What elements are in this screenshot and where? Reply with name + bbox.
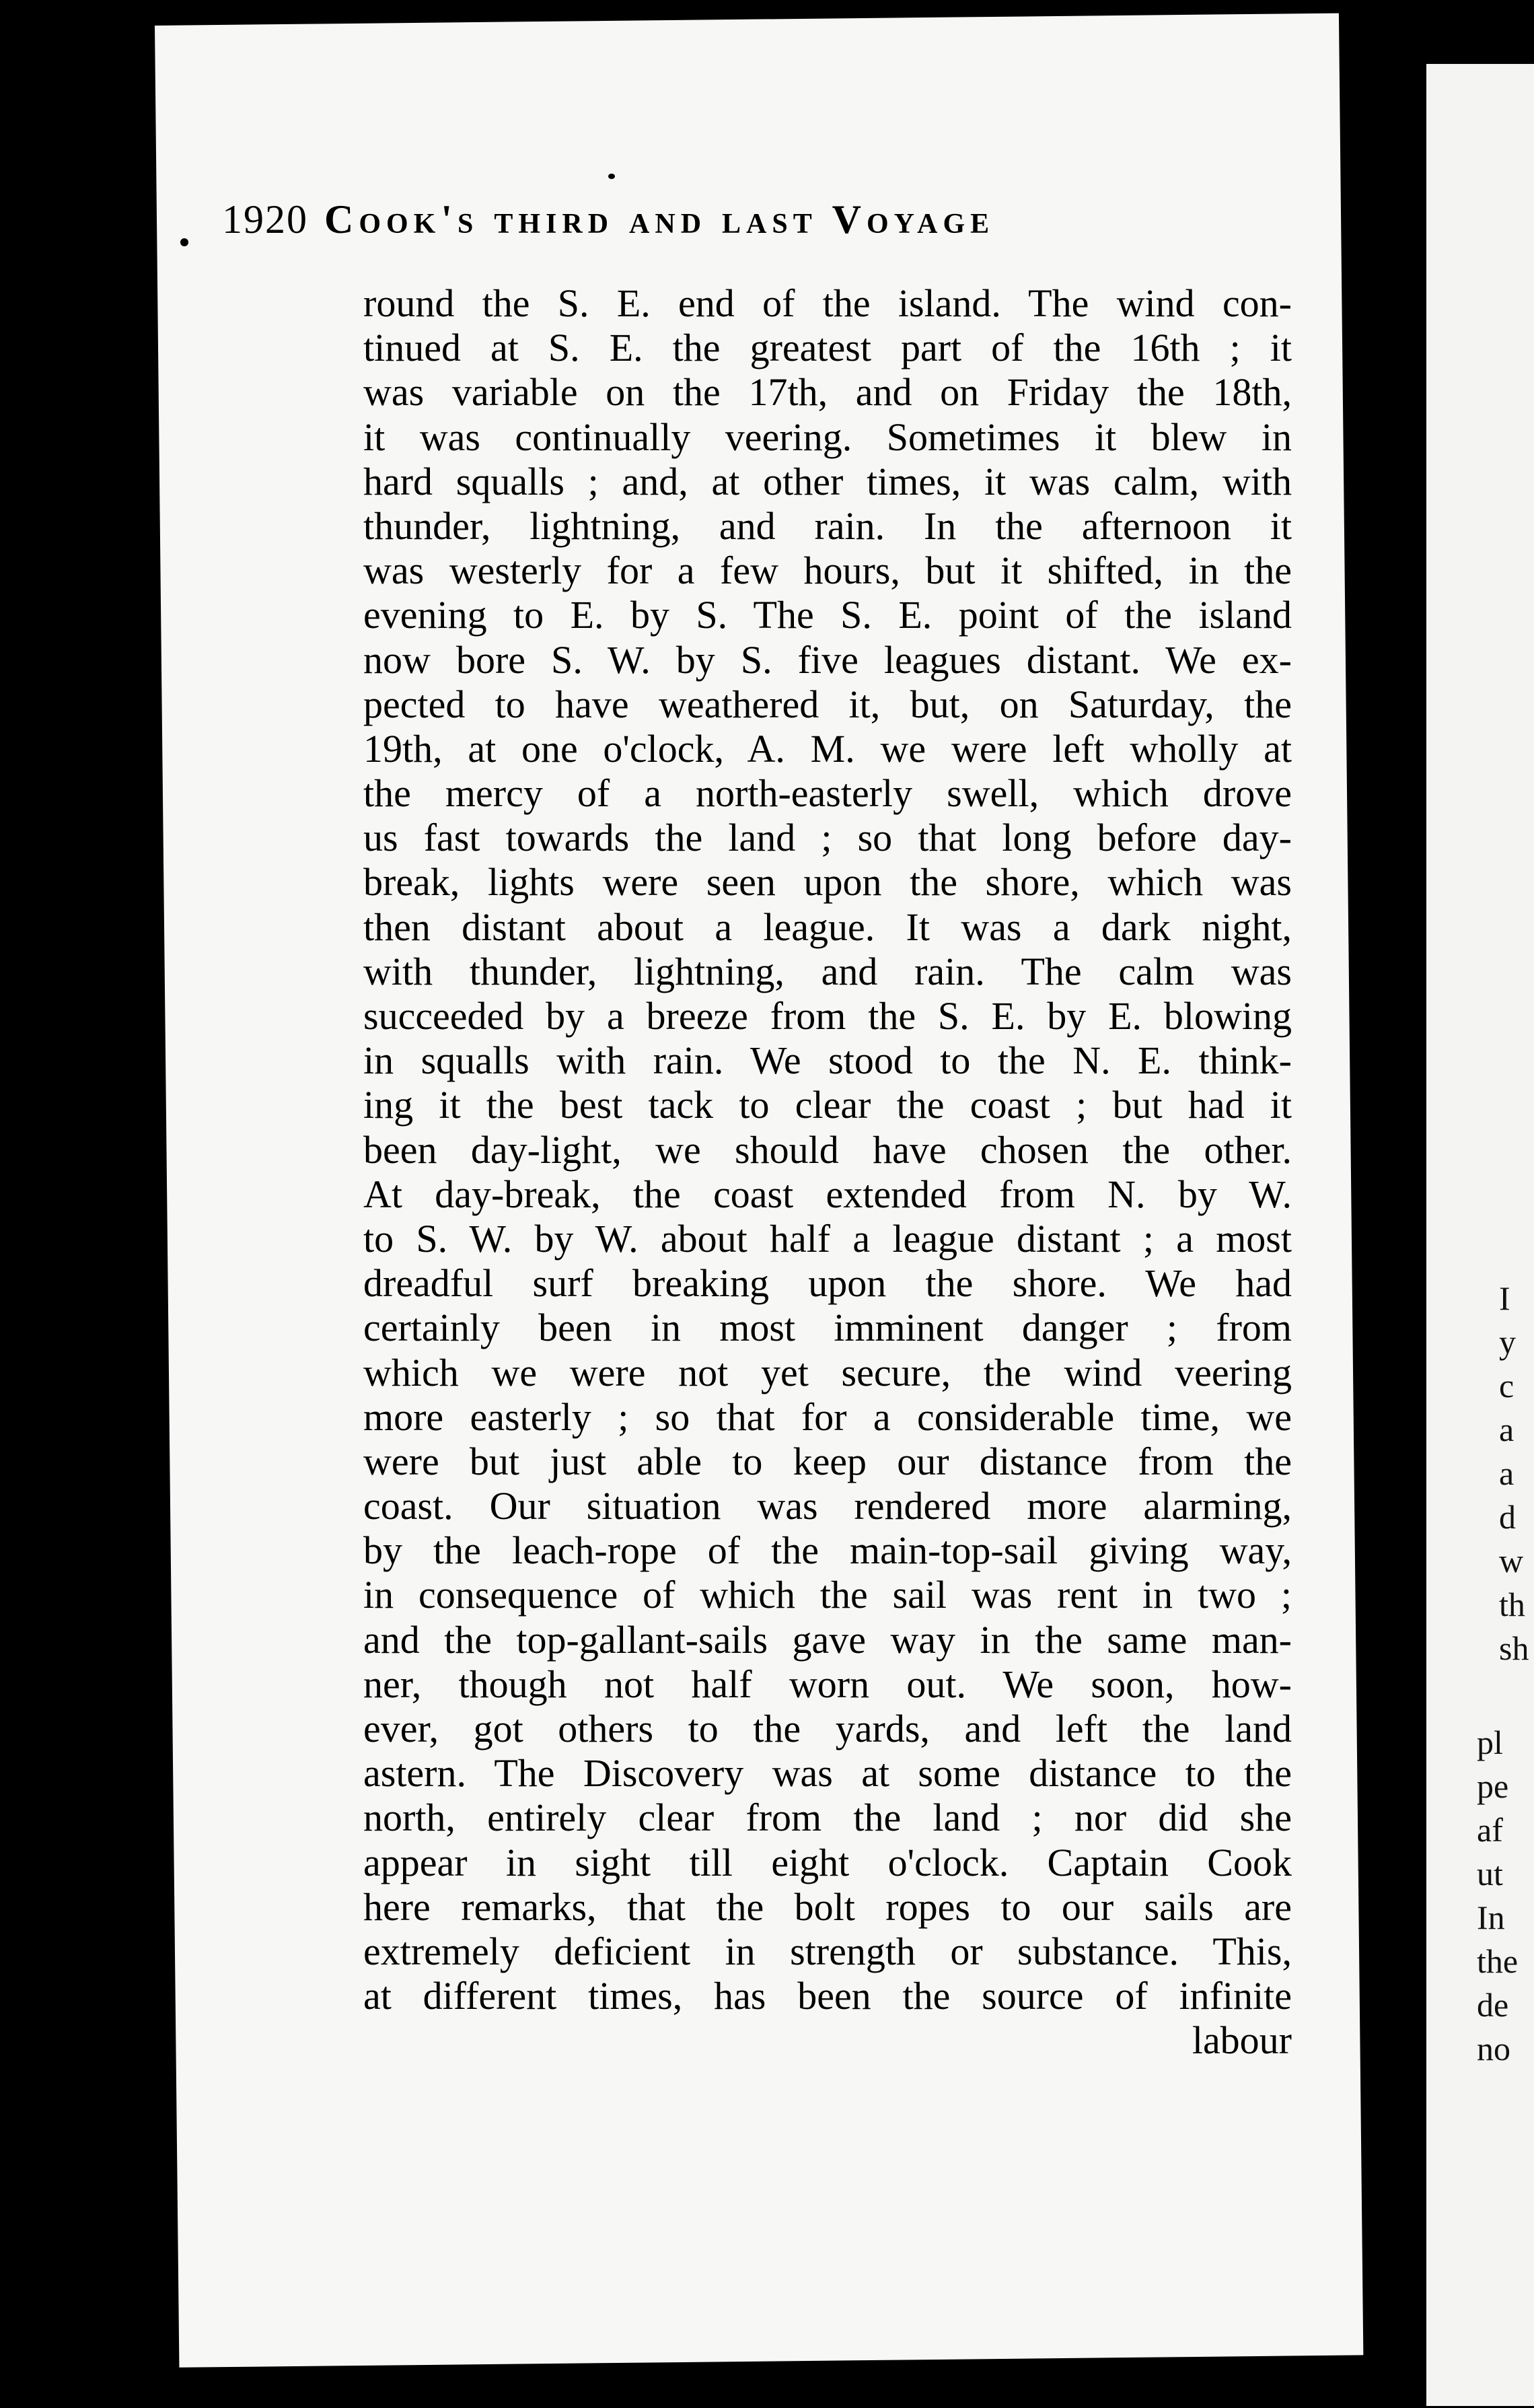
body-text	[363, 281, 1292, 2063]
text-line: by the leach-rope of the main-top-sail giving way,	[363, 1528, 1292, 1573]
adjacent-page-fragment: de	[1477, 1986, 1509, 2024]
adjacent-page-fragment: no	[1477, 2030, 1510, 2067]
text-line: were but just able to keep our distance from the	[363, 1439, 1292, 1483]
text-line: with thunder, lightning, and rain. The calm was	[363, 949, 1292, 993]
text-line: astern. The Discovery was at some distance to the	[363, 1751, 1292, 1796]
text-line: ever, got others to the yards, and left the land	[363, 1707, 1292, 1750]
text-line: then distant about a league. It was a dark night,	[363, 905, 1292, 949]
adjacent-page-fragment: ut	[1477, 1855, 1503, 1892]
text-line: ner, though not half worn out. We soon, how-	[363, 1662, 1292, 1706]
adjacent-page-fragment: In	[1477, 1899, 1505, 1936]
text-line: tinued at S. E. the greatest part of the 16th ; it	[363, 326, 1292, 370]
text-line: pected to have weathered it, but, on Saturday, the	[363, 682, 1292, 726]
text-line: was variable on the 17th, and on Friday the 18th,	[363, 370, 1292, 415]
adjacent-page-fragment: th	[1499, 1586, 1525, 1623]
text-line: here remarks, that the bolt ropes to our sails are	[363, 1884, 1292, 1929]
text-line: north, entirely clear from the land ; nor did she	[363, 1796, 1292, 1840]
adjacent-page-fragment: pl	[1477, 1724, 1503, 1761]
text-line: round the S. E. end of the island. The wind con-	[363, 281, 1292, 325]
text-line: evening to E. by S. The S. E. point of the island	[363, 593, 1292, 637]
text-line: coast. Our situation was rendered more alarming,	[363, 1484, 1292, 1528]
running-title: Cook's third and last Voyage	[324, 197, 995, 242]
adjacent-page-fragment: af	[1477, 1811, 1503, 1849]
text-line: now bore S. W. by S. five leagues distant. We ex-	[363, 637, 1292, 682]
text-line: it was continually veering. Sometimes it blew in	[363, 415, 1292, 459]
text-line: 19th, at one o'clock, A. M. we were left wholly at	[363, 726, 1292, 771]
text-line: appear in sight till eight o'clock. Captain Cook	[363, 1840, 1292, 1884]
text-line: at different times, has been the source of infinite	[363, 1974, 1292, 2018]
page-number: 1920	[222, 197, 308, 242]
text-line: us fast towards the land ; so that long before day-	[363, 816, 1292, 860]
adjacent-page-fragment: c	[1499, 1367, 1514, 1405]
text-line: in squalls with rain. We stood to the N. E. think-	[363, 1038, 1292, 1083]
running-header	[222, 197, 994, 243]
text-line: more easterly ; so that for a considerable time, we	[363, 1394, 1292, 1439]
adjacent-page-fragment: pe	[1477, 1767, 1509, 1805]
adjacent-page-fragment: sh	[1499, 1629, 1529, 1667]
text-line: ing it the best tack to clear the coast ; but had it	[363, 1083, 1292, 1127]
text-line: thunder, lightning, and rain. In the afternoon it	[363, 503, 1292, 548]
text-line: succeeded by a breeze from the S. E. by E. blowing	[363, 994, 1292, 1038]
ink-speck	[608, 174, 615, 179]
text-line: hard squalls ; and, at other times, it was calm, with	[363, 459, 1292, 503]
text-line: At day-break, the coast extended from N. by W.	[363, 1172, 1292, 1216]
text-line: dreadful surf breaking upon the shore. We had	[363, 1261, 1292, 1306]
text-line: which we were not yet secure, the wind veering	[363, 1350, 1292, 1394]
text-line: extremely deficient in strength or substance. This,	[363, 1929, 1292, 1973]
text-line: in consequence of which the sail was rent in two ;	[363, 1573, 1292, 1617]
catchword: labour	[1192, 2018, 1292, 2063]
text-line: and the top-gallant-sails gave way in the same man-	[363, 1617, 1292, 1662]
adjacent-page-fragment: w	[1499, 1542, 1524, 1580]
text-line: the mercy of a north-easterly swell, which drove	[363, 771, 1292, 816]
adjacent-page-fragment: d	[1499, 1498, 1516, 1536]
text-line: been day-light, we should have chosen the other.	[363, 1127, 1292, 1172]
text-line: was westerly for a few hours, but it shifted, in the	[363, 548, 1292, 593]
text-line: break, lights were seen upon the shore, which was	[363, 860, 1292, 905]
margin-mark	[180, 238, 188, 246]
adjacent-page-fragment: a	[1499, 1454, 1514, 1492]
adjacent-page-fragment: the	[1477, 1942, 1519, 1980]
text-line: certainly been in most imminent danger ; from	[363, 1306, 1292, 1350]
adjacent-page-fragment: I	[1499, 1279, 1510, 1317]
adjacent-page-fragment: y	[1499, 1323, 1516, 1361]
adjacent-page-fragment: a	[1499, 1411, 1514, 1448]
text-line: to S. W. by W. about half a league distant ; a most	[363, 1216, 1292, 1261]
